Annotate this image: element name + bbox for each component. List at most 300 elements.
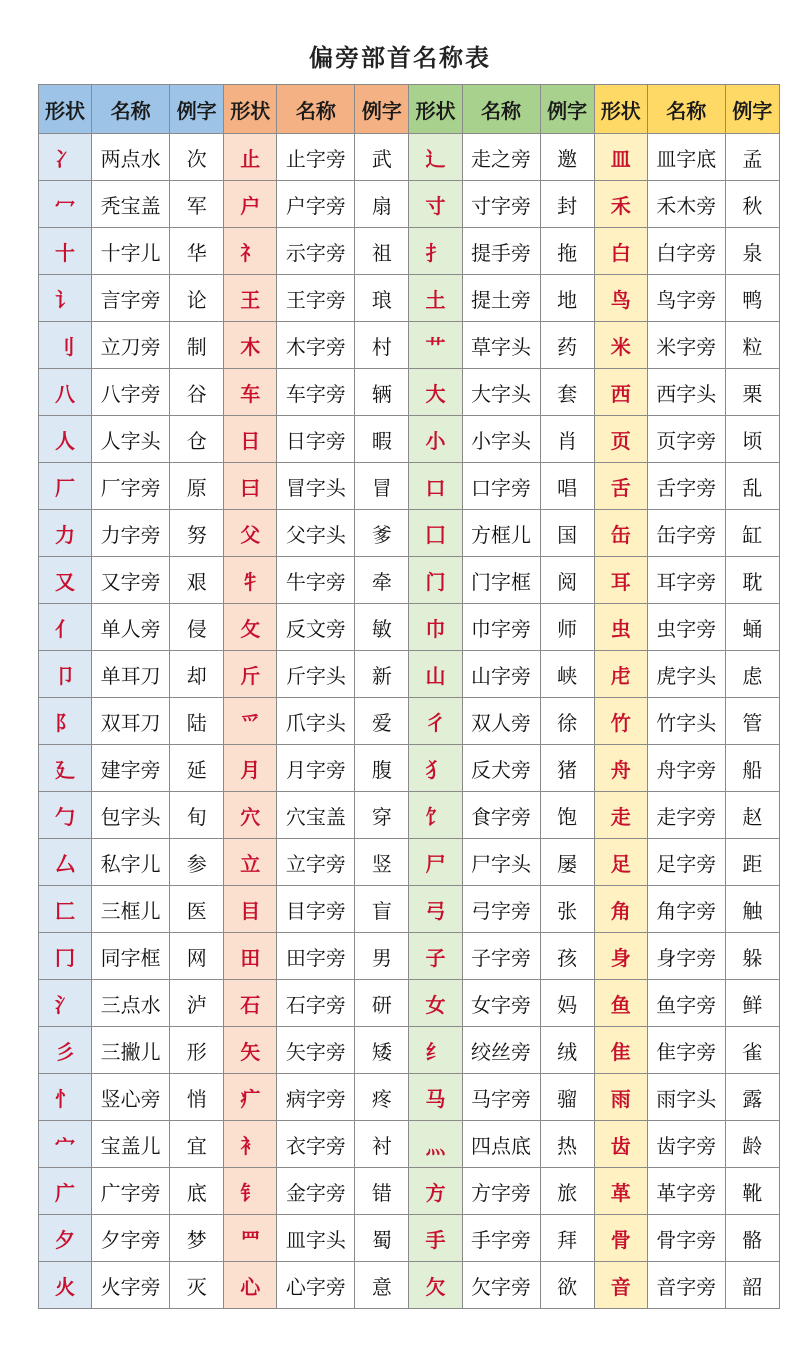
radical-name-cell: 提手旁 (462, 228, 540, 275)
radical-name-cell: 人字头 (92, 416, 170, 463)
radical-example-cell: 绒 (540, 1027, 594, 1074)
radical-shape-cell: 刂 (39, 322, 92, 369)
header-shape: 形状 (39, 85, 92, 134)
radical-name-cell: 雨字头 (647, 1074, 725, 1121)
radical-name-cell: 木字旁 (277, 322, 355, 369)
radical-shape-cell: 骨 (594, 1215, 647, 1262)
radical-example-cell: 缸 (725, 510, 779, 557)
table-row (39, 698, 780, 745)
radical-shape-cell: 冫 (39, 134, 92, 181)
radical-shape-cell: 子 (409, 933, 462, 980)
radical-shape-cell: 革 (594, 1168, 647, 1215)
radical-shape-cell: 氵 (39, 980, 92, 1027)
radical-example-cell: 牵 (355, 557, 409, 604)
page-title: 偏旁部首名称表 (309, 43, 491, 72)
radical-shape-cell: 耳 (594, 557, 647, 604)
radical-name-cell: 立刀旁 (92, 322, 170, 369)
radical-shape-cell: 又 (39, 557, 92, 604)
radical-name-cell: 竖心旁 (92, 1074, 170, 1121)
radical-name-cell: 目字旁 (277, 886, 355, 933)
radical-name-cell: 足字旁 (647, 839, 725, 886)
radical-name-cell: 心字旁 (277, 1262, 355, 1309)
radical-example-cell: 衬 (355, 1121, 409, 1168)
radical-example-cell: 论 (170, 275, 224, 322)
radical-shape-cell: 曰 (224, 463, 277, 510)
radical-shape-cell: 车 (224, 369, 277, 416)
radical-example-cell: 盲 (355, 886, 409, 933)
radical-shape-cell: 饣 (409, 792, 462, 839)
table-row (39, 416, 780, 463)
radical-shape-cell: 立 (224, 839, 277, 886)
radical-name-cell: 虎字头 (647, 651, 725, 698)
radical-example-cell: 师 (540, 604, 594, 651)
radical-example-cell: 疼 (355, 1074, 409, 1121)
radical-shape-cell: 讠 (39, 275, 92, 322)
radical-example-cell: 蜀 (355, 1215, 409, 1262)
radical-name-cell: 言字旁 (92, 275, 170, 322)
radical-shape-cell: 马 (409, 1074, 462, 1121)
radical-example-cell: 形 (170, 1027, 224, 1074)
radicals-table (38, 84, 780, 1309)
radical-example-cell: 错 (355, 1168, 409, 1215)
table-row (39, 369, 780, 416)
header-shape: 形状 (594, 85, 647, 134)
radical-shape-cell: 舟 (594, 745, 647, 792)
radical-shape-cell: 辶 (409, 134, 462, 181)
radical-shape-cell: 目 (224, 886, 277, 933)
radical-name-cell: 小字头 (462, 416, 540, 463)
radical-example-cell: 次 (170, 134, 224, 181)
radical-name-cell: 口字旁 (462, 463, 540, 510)
radical-name-cell: 骨字旁 (647, 1215, 725, 1262)
radical-name-cell: 三撇儿 (92, 1027, 170, 1074)
radical-example-cell: 鸭 (725, 275, 779, 322)
radical-name-cell: 建字旁 (92, 745, 170, 792)
radical-name-cell: 方框儿 (462, 510, 540, 557)
radical-name-cell: 病字旁 (277, 1074, 355, 1121)
radical-name-cell: 三点水 (92, 980, 170, 1027)
radical-name-cell: 四点底 (462, 1121, 540, 1168)
radical-shape-cell: 土 (409, 275, 462, 322)
radical-shape-cell: 钅 (224, 1168, 277, 1215)
radical-example-cell: 赵 (725, 792, 779, 839)
radical-example-cell: 粒 (725, 322, 779, 369)
radical-example-cell: 医 (170, 886, 224, 933)
radical-example-cell: 触 (725, 886, 779, 933)
radical-example-cell: 邀 (540, 134, 594, 181)
radical-example-cell: 骝 (540, 1074, 594, 1121)
radical-example-cell: 徐 (540, 698, 594, 745)
table-row (39, 1262, 780, 1309)
table-row (39, 604, 780, 651)
radical-example-cell: 暇 (355, 416, 409, 463)
table-row (39, 181, 780, 228)
radical-example-cell: 竖 (355, 839, 409, 886)
radical-shape-cell: 方 (409, 1168, 462, 1215)
table-row (39, 980, 780, 1027)
radical-shape-cell: 门 (409, 557, 462, 604)
radical-example-cell: 耽 (725, 557, 779, 604)
radical-shape-cell: 日 (224, 416, 277, 463)
radical-example-cell: 梦 (170, 1215, 224, 1262)
radical-name-cell: 尸字头 (462, 839, 540, 886)
radical-name-cell: 宝盖儿 (92, 1121, 170, 1168)
radical-shape-cell: 隹 (594, 1027, 647, 1074)
radical-example-cell: 韶 (725, 1262, 779, 1309)
table-row (39, 1168, 780, 1215)
radical-example-cell: 顷 (725, 416, 779, 463)
radical-name-cell: 女字旁 (462, 980, 540, 1027)
radical-name-cell: 反文旁 (277, 604, 355, 651)
radical-name-cell: 户字旁 (277, 181, 355, 228)
radical-example-cell: 原 (170, 463, 224, 510)
radical-shape-cell: 亻 (39, 604, 92, 651)
header-example: 例字 (355, 85, 409, 134)
radical-name-cell: 王字旁 (277, 275, 355, 322)
radical-name-cell: 白字旁 (647, 228, 725, 275)
radical-example-cell: 旬 (170, 792, 224, 839)
radical-shape-cell: 衤 (224, 1121, 277, 1168)
radical-example-cell: 武 (355, 134, 409, 181)
radical-name-cell: 巾字旁 (462, 604, 540, 651)
radical-example-cell: 矮 (355, 1027, 409, 1074)
radical-shape-cell: 音 (594, 1262, 647, 1309)
radical-shape-cell: 月 (224, 745, 277, 792)
radical-example-cell: 腹 (355, 745, 409, 792)
radical-name-cell: 门字框 (462, 557, 540, 604)
radical-shape-cell: 身 (594, 933, 647, 980)
radical-example-cell: 努 (170, 510, 224, 557)
radical-name-cell: 身字旁 (647, 933, 725, 980)
radical-shape-cell: 足 (594, 839, 647, 886)
radical-name-cell: 又字旁 (92, 557, 170, 604)
radical-shape-cell: 疒 (224, 1074, 277, 1121)
radical-shape-cell: 大 (409, 369, 462, 416)
radical-example-cell: 辆 (355, 369, 409, 416)
radical-name-cell: 立字旁 (277, 839, 355, 886)
radical-name-cell: 冒字头 (277, 463, 355, 510)
radical-name-cell: 示字旁 (277, 228, 355, 275)
radical-name-cell: 矢字旁 (277, 1027, 355, 1074)
radical-shape-cell: 夕 (39, 1215, 92, 1262)
radical-shape-cell: 缶 (594, 510, 647, 557)
radical-shape-cell: 米 (594, 322, 647, 369)
radical-shape-cell: 禾 (594, 181, 647, 228)
radical-example-cell: 新 (355, 651, 409, 698)
radical-shape-cell: 冂 (39, 933, 92, 980)
radical-shape-cell: 爫 (224, 698, 277, 745)
radical-name-cell: 单人旁 (92, 604, 170, 651)
radical-shape-cell: 纟 (409, 1027, 462, 1074)
radical-shape-cell: 雨 (594, 1074, 647, 1121)
table-body (39, 134, 780, 1309)
radical-name-cell: 弓字旁 (462, 886, 540, 933)
radical-name-cell: 手字旁 (462, 1215, 540, 1262)
radical-example-cell: 龄 (725, 1121, 779, 1168)
radical-name-cell: 米字旁 (647, 322, 725, 369)
radical-name-cell: 鱼字旁 (647, 980, 725, 1027)
radical-example-cell: 泸 (170, 980, 224, 1027)
header-shape: 形状 (224, 85, 277, 134)
radical-example-cell: 军 (170, 181, 224, 228)
table-row (39, 322, 780, 369)
radical-name-cell: 厂字旁 (92, 463, 170, 510)
radical-name-cell: 车字旁 (277, 369, 355, 416)
radical-example-cell: 热 (540, 1121, 594, 1168)
radical-shape-cell: 艹 (409, 322, 462, 369)
radical-example-cell: 祖 (355, 228, 409, 275)
radical-shape-cell: 彡 (39, 1027, 92, 1074)
table-row (39, 745, 780, 792)
header-example: 例字 (170, 85, 224, 134)
radical-shape-cell: 牜 (224, 557, 277, 604)
radical-example-cell: 延 (170, 745, 224, 792)
radical-name-cell: 同字框 (92, 933, 170, 980)
radical-shape-cell: 鱼 (594, 980, 647, 1027)
radical-name-cell: 走字旁 (647, 792, 725, 839)
radical-example-cell: 乱 (725, 463, 779, 510)
radical-shape-cell: 白 (594, 228, 647, 275)
radical-shape-cell: 勹 (39, 792, 92, 839)
radical-shape-cell: 卩 (39, 651, 92, 698)
radical-shape-cell: 灬 (409, 1121, 462, 1168)
radical-shape-cell: 页 (594, 416, 647, 463)
radical-name-cell: 皿字底 (647, 134, 725, 181)
radical-shape-cell: 角 (594, 886, 647, 933)
radical-name-cell: 穴宝盖 (277, 792, 355, 839)
radical-name-cell: 石字旁 (277, 980, 355, 1027)
radical-example-cell: 屡 (540, 839, 594, 886)
radical-name-cell: 鸟字旁 (647, 275, 725, 322)
radical-name-cell: 竹字头 (647, 698, 725, 745)
table-row (39, 933, 780, 980)
table-row (39, 1215, 780, 1262)
radical-example-cell: 村 (355, 322, 409, 369)
radical-name-cell: 八字旁 (92, 369, 170, 416)
radical-shape-cell: 田 (224, 933, 277, 980)
radical-name-cell: 食字旁 (462, 792, 540, 839)
radical-example-cell: 骼 (725, 1215, 779, 1262)
radical-name-cell: 皿字头 (277, 1215, 355, 1262)
radical-name-cell: 隹字旁 (647, 1027, 725, 1074)
radical-example-cell: 露 (725, 1074, 779, 1121)
radical-example-cell: 底 (170, 1168, 224, 1215)
radical-shape-cell: 厂 (39, 463, 92, 510)
radical-shape-cell: 宀 (39, 1121, 92, 1168)
radical-shape-cell: 尸 (409, 839, 462, 886)
radical-example-cell: 研 (355, 980, 409, 1027)
radical-example-cell: 肖 (540, 416, 594, 463)
radical-example-cell: 阅 (540, 557, 594, 604)
table-row (39, 463, 780, 510)
radical-name-cell: 页字旁 (647, 416, 725, 463)
radical-example-cell: 妈 (540, 980, 594, 1027)
radical-example-cell: 距 (725, 839, 779, 886)
header-name: 名称 (277, 85, 355, 134)
radical-example-cell: 敏 (355, 604, 409, 651)
radical-shape-cell: 鸟 (594, 275, 647, 322)
radical-example-cell: 国 (540, 510, 594, 557)
radical-shape-cell: 山 (409, 651, 462, 698)
radical-example-cell: 船 (725, 745, 779, 792)
radical-example-cell: 欲 (540, 1262, 594, 1309)
radical-shape-cell: 虫 (594, 604, 647, 651)
radical-example-cell: 虑 (725, 651, 779, 698)
table-row (39, 134, 780, 181)
radical-name-cell: 田字旁 (277, 933, 355, 980)
radical-shape-cell: 力 (39, 510, 92, 557)
radical-name-cell: 十字儿 (92, 228, 170, 275)
table-row (39, 1121, 780, 1168)
radical-name-cell: 秃宝盖 (92, 181, 170, 228)
radical-example-cell: 男 (355, 933, 409, 980)
header-shape: 形状 (409, 85, 462, 134)
radical-example-cell: 谷 (170, 369, 224, 416)
radical-example-cell: 灭 (170, 1262, 224, 1309)
radical-name-cell: 走之旁 (462, 134, 540, 181)
radical-example-cell: 参 (170, 839, 224, 886)
radical-name-cell: 火字旁 (92, 1262, 170, 1309)
radical-name-cell: 绞丝旁 (462, 1027, 540, 1074)
radical-example-cell: 管 (725, 698, 779, 745)
radical-shape-cell: 囗 (409, 510, 462, 557)
radical-name-cell: 牛字旁 (277, 557, 355, 604)
radical-shape-cell: 人 (39, 416, 92, 463)
radical-shape-cell: 忄 (39, 1074, 92, 1121)
radical-example-cell: 孩 (540, 933, 594, 980)
radical-example-cell: 套 (540, 369, 594, 416)
radical-shape-cell: 虍 (594, 651, 647, 698)
radical-name-cell: 禾木旁 (647, 181, 725, 228)
radical-example-cell: 栗 (725, 369, 779, 416)
radical-example-cell: 饱 (540, 792, 594, 839)
radical-example-cell: 张 (540, 886, 594, 933)
radical-name-cell: 父字头 (277, 510, 355, 557)
radical-name-cell: 缶字旁 (647, 510, 725, 557)
radical-shape-cell: 扌 (409, 228, 462, 275)
radical-example-cell: 唱 (540, 463, 594, 510)
radical-shape-cell: 罒 (224, 1215, 277, 1262)
radical-name-cell: 舟字旁 (647, 745, 725, 792)
radical-name-cell: 舌字旁 (647, 463, 725, 510)
radical-shape-cell: 廴 (39, 745, 92, 792)
radical-name-cell: 双人旁 (462, 698, 540, 745)
radical-name-cell: 大字头 (462, 369, 540, 416)
radical-example-cell: 华 (170, 228, 224, 275)
radical-shape-cell: 女 (409, 980, 462, 1027)
radical-name-cell: 单耳刀 (92, 651, 170, 698)
radical-example-cell: 蛹 (725, 604, 779, 651)
table-row (39, 510, 780, 557)
radical-shape-cell: 斤 (224, 651, 277, 698)
radical-name-cell: 马字旁 (462, 1074, 540, 1121)
radical-name-cell: 衣字旁 (277, 1121, 355, 1168)
radical-shape-cell: 手 (409, 1215, 462, 1262)
table-row (39, 792, 780, 839)
radical-example-cell: 侵 (170, 604, 224, 651)
radical-shape-cell: 广 (39, 1168, 92, 1215)
radical-name-cell: 反犬旁 (462, 745, 540, 792)
radical-example-cell: 冒 (355, 463, 409, 510)
header-name: 名称 (462, 85, 540, 134)
radical-shape-cell: 齿 (594, 1121, 647, 1168)
radical-name-cell: 方字旁 (462, 1168, 540, 1215)
radical-example-cell: 制 (170, 322, 224, 369)
table-row (39, 651, 780, 698)
header-example: 例字 (725, 85, 779, 134)
radical-shape-cell: 心 (224, 1262, 277, 1309)
radical-example-cell: 穿 (355, 792, 409, 839)
radical-example-cell: 药 (540, 322, 594, 369)
radical-example-cell: 峡 (540, 651, 594, 698)
table-row (39, 1027, 780, 1074)
radical-name-cell: 革字旁 (647, 1168, 725, 1215)
radical-name-cell: 日字旁 (277, 416, 355, 463)
radical-shape-cell: 小 (409, 416, 462, 463)
header-name: 名称 (647, 85, 725, 134)
radical-example-cell: 爹 (355, 510, 409, 557)
radical-shape-cell: 彳 (409, 698, 462, 745)
radical-example-cell: 却 (170, 651, 224, 698)
radical-name-cell: 止字旁 (277, 134, 355, 181)
radical-shape-cell: 父 (224, 510, 277, 557)
radical-name-cell: 三框儿 (92, 886, 170, 933)
radical-example-cell: 泉 (725, 228, 779, 275)
table-row (39, 228, 780, 275)
radical-name-cell: 金字旁 (277, 1168, 355, 1215)
radical-name-cell: 寸字旁 (462, 181, 540, 228)
radical-name-cell: 月字旁 (277, 745, 355, 792)
radical-example-cell: 旅 (540, 1168, 594, 1215)
radical-name-cell: 力字旁 (92, 510, 170, 557)
table-row (39, 1074, 780, 1121)
radical-shape-cell: 厶 (39, 839, 92, 886)
radical-example-cell: 琅 (355, 275, 409, 322)
radical-name-cell: 耳字旁 (647, 557, 725, 604)
radical-name-cell: 西字头 (647, 369, 725, 416)
radical-example-cell: 宜 (170, 1121, 224, 1168)
radical-shape-cell: 八 (39, 369, 92, 416)
radical-shape-cell: 石 (224, 980, 277, 1027)
header-row (39, 85, 780, 134)
radical-example-cell: 爱 (355, 698, 409, 745)
radical-shape-cell: 寸 (409, 181, 462, 228)
radical-name-cell: 草字头 (462, 322, 540, 369)
table-row (39, 275, 780, 322)
radical-name-cell: 爪字头 (277, 698, 355, 745)
radical-name-cell: 角字旁 (647, 886, 725, 933)
radical-name-cell: 子字旁 (462, 933, 540, 980)
radical-shape-cell: 阝 (39, 698, 92, 745)
header-name: 名称 (92, 85, 170, 134)
radical-example-cell: 靴 (725, 1168, 779, 1215)
radical-shape-cell: 巾 (409, 604, 462, 651)
radical-example-cell: 意 (355, 1262, 409, 1309)
header-example: 例字 (540, 85, 594, 134)
radical-example-cell: 鲜 (725, 980, 779, 1027)
table-row (39, 557, 780, 604)
radical-name-cell: 私字儿 (92, 839, 170, 886)
radical-shape-cell: 火 (39, 1262, 92, 1309)
radical-example-cell: 拖 (540, 228, 594, 275)
radical-example-cell: 艰 (170, 557, 224, 604)
radical-shape-cell: 皿 (594, 134, 647, 181)
radical-shape-cell: 犭 (409, 745, 462, 792)
radical-example-cell: 扇 (355, 181, 409, 228)
radical-shape-cell: 口 (409, 463, 462, 510)
radical-shape-cell: 礻 (224, 228, 277, 275)
radical-example-cell: 猪 (540, 745, 594, 792)
